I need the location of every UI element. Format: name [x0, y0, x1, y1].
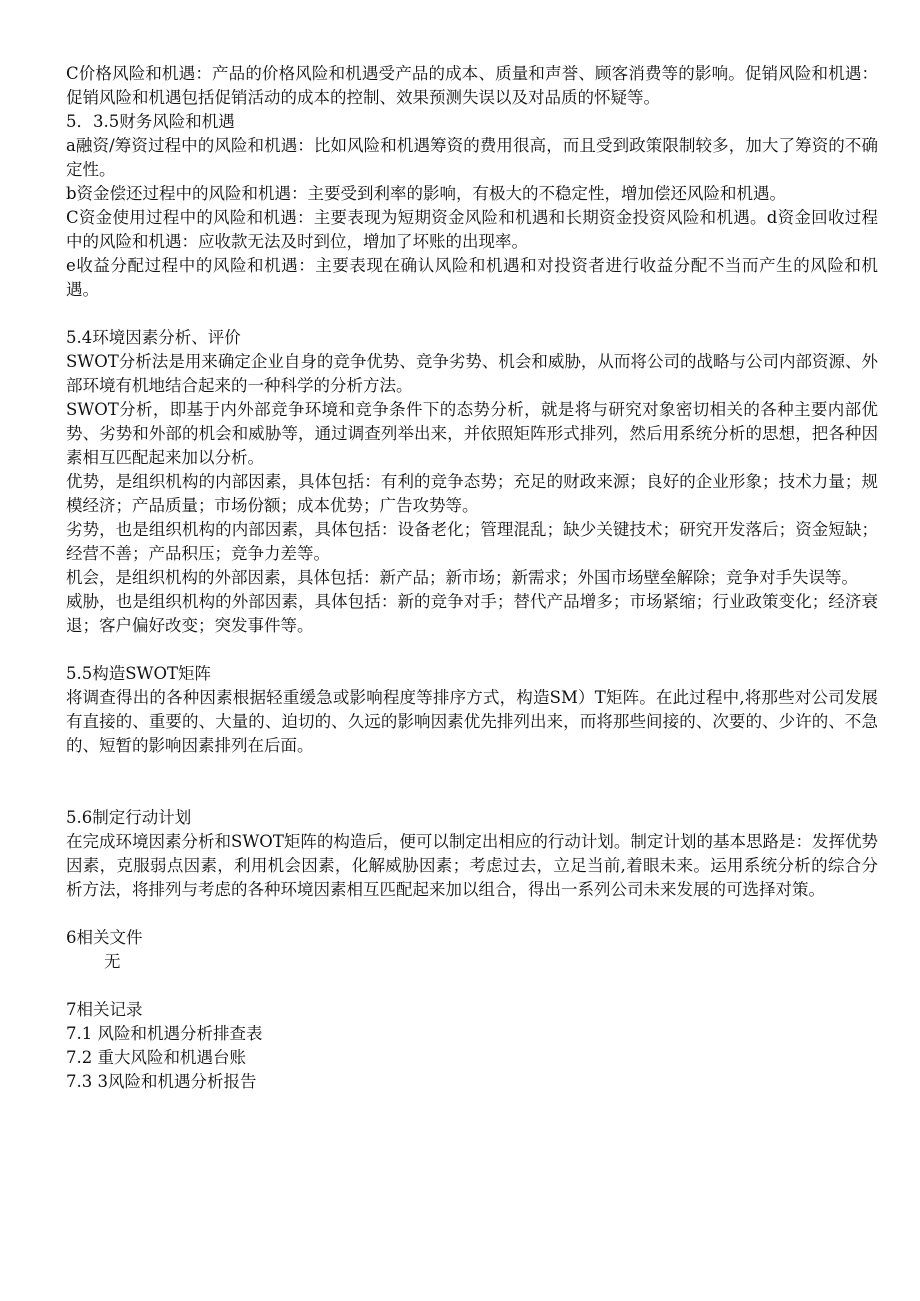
paragraph-weaknesses: 劣势，也是组织机构的内部因素，具体包括：设备老化；管理混乱；缺少关键技术；研究开发落后；资金短缺；经营不善；产品积压；竞争力差等。 — [66, 520, 878, 563]
spacer — [66, 974, 878, 998]
paragraph-financing-risk: a融资/筹资过程中的风险和机遇：比如风险和机遇筹资的费用很高，而且受到政策限制较多，加大了筹资的不确定性。 — [66, 136, 878, 179]
paragraph-fund-use-risk: C资金使用过程中的风险和机遇：主要表现为短期资金风险和机遇和长期资金投资风险和机遇。d资金回收过程中的风险和机遇：应收款无法及时到位，增加了坏账的出现率。 — [66, 208, 878, 251]
document-body — [66, 62, 878, 1094]
heading-5-6-action-plan: 5.6制定行动计划 — [66, 808, 192, 827]
paragraph-repayment-risk: b资金偿还过程中的风险和机遇：主要受到利率的影响，有极大的不稳定性，增加偿还风险和机遇。 — [66, 184, 787, 203]
heading-5-4-environment-analysis: 5.4环境因素分析、评价 — [66, 328, 241, 347]
paragraph-action-plan: 在完成环境因素分析和SWOT矩阵的构造后，便可以制定出相应的行动计划。制定计划的基本思路是：发挥优势因素，克服弱点因素，利用机会因素，化解威胁因素；考虑过去，立足当前,着眼未来。运用系统分析的综合分析方法，将排列与考虑的各种环境因素相互匹配起来加以组合，得出一系列公司未来发展的可选择对策。 — [66, 832, 878, 899]
record-item-7-2: 7.2 重大风险和机遇台账 — [66, 1048, 246, 1067]
related-documents-none: 无 — [104, 952, 121, 971]
paragraph-price-promotion-risk: C价格风险和机遇：产品的价格风险和机遇受产品的成本、质量和声誉、顾客消费等的影响。促销风险和机遇：促销风险和机遇包括促销活动的成本的控制、效果预测失误以及对品质的怀疑等。 — [66, 64, 878, 107]
spacer — [66, 758, 878, 806]
paragraph-threats: 威胁，也是组织机构的外部因素，具体包括：新的竞争对手；替代产品增多；市场紧缩；行业政策变化；经济衰退；客户偏好改变；突发事件等。 — [66, 592, 878, 635]
spacer — [66, 302, 878, 326]
paragraph-strengths: 优势，是组织机构的内部因素，具体包括：有利的竞争态势；充足的财政来源；良好的企业形象；技术力量；规模经济；产品质量；市场份额；成本优势；广告攻势等。 — [66, 472, 878, 515]
paragraph-swot-method: SWOT分析法是用来确定企业自身的竞争优势、竞争劣势、机会和威胁，从而将公司的战略与公司内部资源、外部环境有机地结合起来的一种科学的分析方法。 — [66, 352, 878, 395]
spacer — [66, 902, 878, 926]
record-item-7-1: 7.1 风险和机遇分析排查表 — [66, 1024, 263, 1043]
heading-5-5-swot-matrix: 5.5构造SWOT矩阵 — [66, 664, 212, 683]
spacer — [66, 638, 878, 662]
paragraph-swot-matrix: 将调查得出的各种因素根据轻重缓急或影响程度等排序方式，构造SM）T矩阵。在此过程中,将那些对公司发展有直接的、重要的、大量的、迫切的、久远的影响因素优先排列出来，而将那些间接的、次要的、少许的、不急的、短暂的影响因素排列在后面。 — [66, 688, 878, 755]
paragraph-income-distribution-risk: e收益分配过程中的风险和机遇：主要表现在确认风险和机遇和对投资者进行收益分配不当而产生的风险和机遇。 — [66, 256, 878, 299]
heading-7-related-records: 7相关记录 — [66, 1000, 143, 1019]
paragraph-swot-analysis: SWOT分析，即基于内外部竞争环境和竞争条件下的态势分析，就是将与研究对象密切相关的各种主要内部优势、劣势和外部的机会和威胁等，通过调查列举出来，并依照矩阵形式排列，然后用系统分析的思想，把各种因素相互匹配起来加以分析。 — [66, 400, 878, 467]
heading-6-related-documents: 6相关文件 — [66, 928, 143, 947]
paragraph-opportunities: 机会，是组织机构的外部因素，具体包括：新产品；新市场；新需求；外国市场壁垒解除；竞争对手失误等。 — [66, 568, 858, 587]
heading-5-3-5-financial-risk: 5．3.5财务风险和机遇 — [66, 112, 235, 131]
record-item-7-3: 7.3 3风险和机遇分析报告 — [66, 1072, 257, 1091]
